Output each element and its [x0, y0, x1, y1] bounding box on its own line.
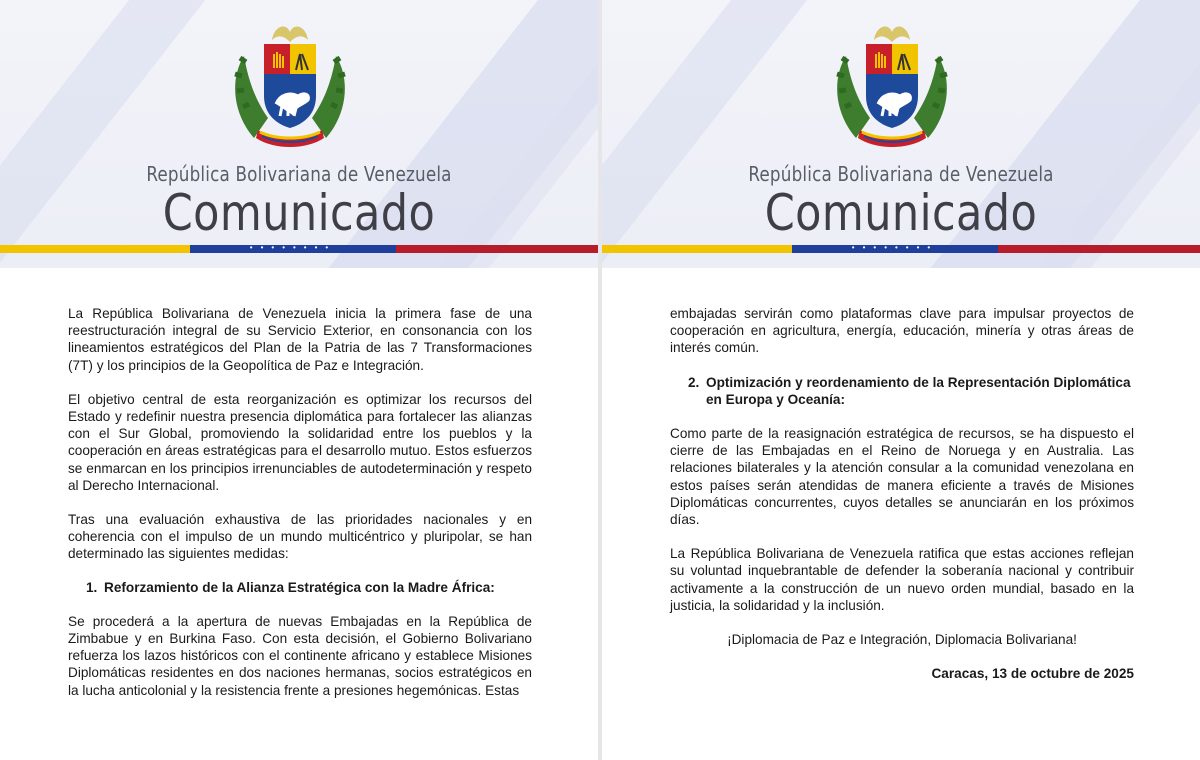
section-number: 1.	[86, 579, 98, 595]
flag-stripe: ••••••••	[602, 245, 1200, 253]
paragraph: embajadas servirán como plataformas clave para impulsar proyectos de cooperación en agricultura, energía, educación, minería y otras áreas de interés común.	[670, 306, 1134, 356]
republic-name: República Bolivariana de Venezuela	[146, 162, 452, 186]
letterhead	[602, 0, 1200, 268]
left-page-body	[68, 305, 532, 699]
section-title: Optimización y reordenamiento de la Representación Diplomática en Europa y Oceanía:	[706, 374, 1131, 407]
republic-name: República Bolivariana de Venezuela	[748, 162, 1054, 186]
document-title: Comunicado	[764, 184, 1038, 242]
letterhead	[0, 0, 598, 268]
section-number: 2.	[688, 374, 700, 390]
right-page-body	[670, 305, 1134, 682]
coat-of-arms-icon	[826, 18, 958, 154]
section-heading-2	[670, 374, 1134, 408]
closing-motto: ¡Diplomacia de Paz e Integración, Diplomacia Bolivariana!	[727, 632, 1077, 648]
document-title: Comunicado	[162, 184, 436, 242]
section-title: Reforzamiento de la Alianza Estratégica con la Madre África:	[104, 579, 495, 595]
flag-stripe: ••••••••	[0, 245, 598, 253]
paragraph: La República Bolivariana de Venezuela inicia la primera fase de una reestructuración integral de su Servicio Exterior, en consonancia con los lineamientos estratégicos del Plan de la Patria de las 7 Transformaciones (7T) y los principios de la Geopolítica de Paz e Integración.	[68, 306, 532, 373]
section-heading-1	[68, 579, 532, 596]
coat-of-arms-icon	[224, 18, 356, 154]
paragraph: Como parte de la reasignación estratégica de recursos, se ha dispuesto el cierre de las Embajadas en el Reino de Noruega y en Australia. Las relaciones bilaterales y la atención consular a la comunidad venezolana en estos países serán atendidas de manera eficiente a través de Misiones Diplomáticas concurrentes, cuyos detalles se anunciarán en los próximos días.	[670, 426, 1134, 528]
paragraph: Se procederá a la apertura de nuevas Embajadas en la República de Zimbabue y en Burkina Faso. Con esta decisión, el Gobierno Bolivariano refuerza los lazos históricos con el continente africano y establece Misiones Diplomáticas residentes en dos naciones hermanas, socios estratégicos en la lucha anticolonial y la resistencia frente a presiones hegemónicas. Estas	[68, 613, 532, 698]
paragraph: Tras una evaluación exhaustiva de las prioridades nacionales y en coherencia con el impulso de un mundo multicéntrico y pluripolar, se han determinado las siguientes medidas:	[68, 512, 532, 562]
dateline: Caracas, 13 de octubre de 2025	[931, 666, 1134, 682]
document-page-left	[0, 0, 598, 760]
paragraph: El objetivo central de esta reorganización es optimizar los recursos del Estado y redefinir nuestra presencia diplomática para fortalecer las alianzas con el Sur Global, promoviendo la solidaridad entre los pueblos y la cooperación en áreas estratégicas para el desarrollo mutuo. Estos esfuerzos se enmarcan en los principios irrenunciables de autodeterminación y respeto al Derecho Internacional.	[68, 391, 532, 493]
document-page-right	[602, 0, 1200, 760]
paragraph: La República Bolivariana de Venezuela ratifica que estas acciones reflejan su voluntad inquebrantable de defender la soberanía nacional y contribuir activamente a la construcción de un nuevo orden mundial, basado en la justicia, la solidaridad y la inclusión.	[670, 546, 1134, 613]
